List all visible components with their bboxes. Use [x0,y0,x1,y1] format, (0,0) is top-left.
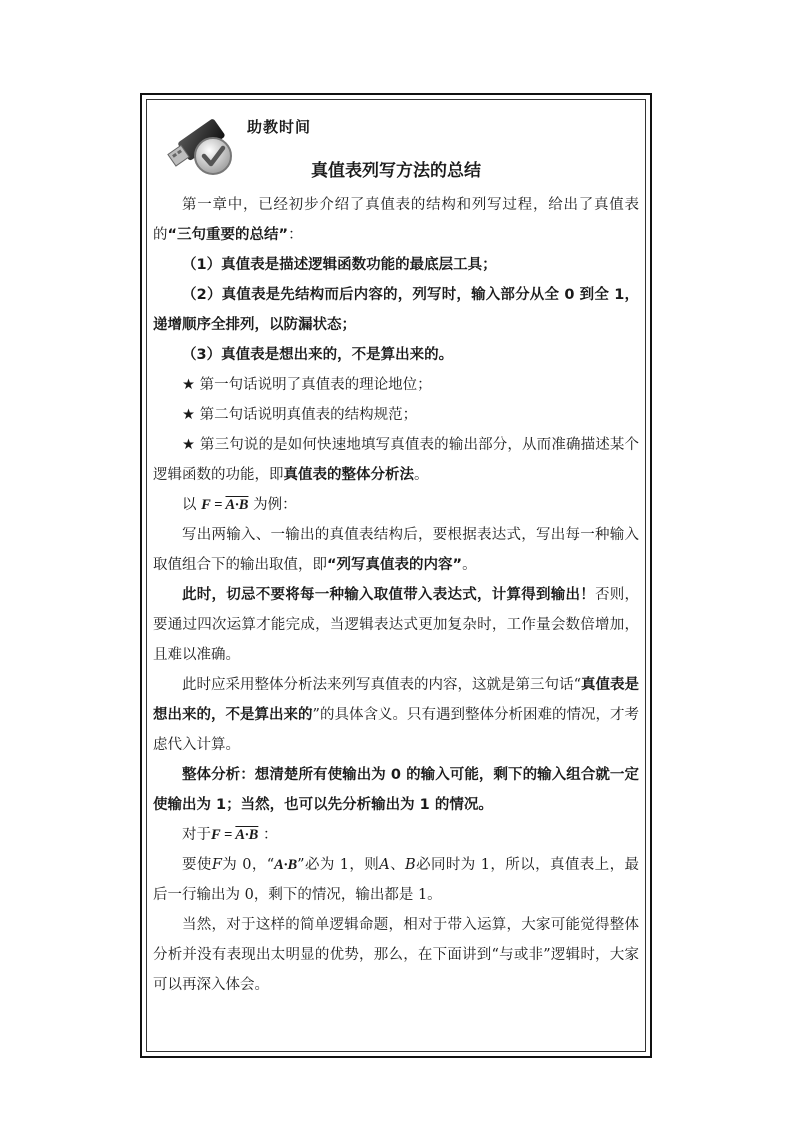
paragraph-3: 此时应采用整体分析法来列写真值表的内容，这就是第三句话“真值表是想出来的，不是算出来的”的具体含义。只有遇到整体分析困难的情况，才考虑代入计算。 [153,677,639,753]
section-label: 助教时间 [247,118,312,136]
intro-paragraph: 第一章中，已经初步介绍了真值表的结构和列写过程，给出了真值表的“三句重要的总结”： [153,197,639,243]
example-line-2: 对于F = A·B ： [182,827,278,843]
rule-3: （3）真值表是想出来的，不是算出来的。 [182,347,454,363]
paragraph-4: 整体分析：想清楚所有使输出为 0 的输入可能，剩下的输入组合就一定使输出为 1；当然，也可以先分析输出为 1 的情况。 [153,767,639,813]
rule-2: （2）真值表是先结构而后内容的，列写时，输入部分从全 0 到全 1，递增顺序全排列，以防漏状态； [153,287,639,333]
star-icon: ★ [182,407,195,423]
star-icon: ★ [182,437,196,453]
rule-1: （1）真值表是描述逻辑函数功能的最底层工具； [182,257,497,273]
formula: F = A·B [211,827,259,843]
content-frame-inner [146,99,646,1052]
document-body [153,190,639,1000]
example-line: 以 F = A·B 为例： [182,497,297,513]
star-line-2: ★ 第二句话说明真值表的结构规范； [182,407,418,423]
paragraph-1: 写出两输入、一输出的真值表结构后，要根据表达式，写出每一种输入取值组合下的输出取值，即“列写真值表的内容”。 [153,527,639,573]
star-line-3: ★ 第三句说的是如何快速地填写真值表的输出部分，从而准确描述某个逻辑函数的功能，即真值表的整体分析法。 [153,437,640,483]
formula: F = A·B [201,497,249,513]
star-line-1: ★ 第一句话说明了真值表的理论地位； [182,377,432,393]
content-frame [140,93,652,1058]
star-icon: ★ [182,377,195,393]
paragraph-6: 当然，对于这样的简单逻辑命题，相对于带入运算，大家可能觉得整体分析并没有表现出太明显的优势，那么，在下面讲到“与或非”逻辑时，大家可以再深入体会。 [153,917,639,993]
paragraph-5: 要使F为 0，“A·B”必为 1，则A、B必同时为 1，所以，真值表上，最后一行输出为 0，剩下的情况，输出都是 1。 [153,857,639,903]
paragraph-2: 此时，切忌不要将每一种输入取值带入表达式，计算得到输出！否则，要通过四次运算才能完成，当逻辑表达式更加复杂时，工作量会数倍增加，且难以准确。 [153,587,639,663]
page-title: 真值表列写方法的总结 [311,161,481,181]
